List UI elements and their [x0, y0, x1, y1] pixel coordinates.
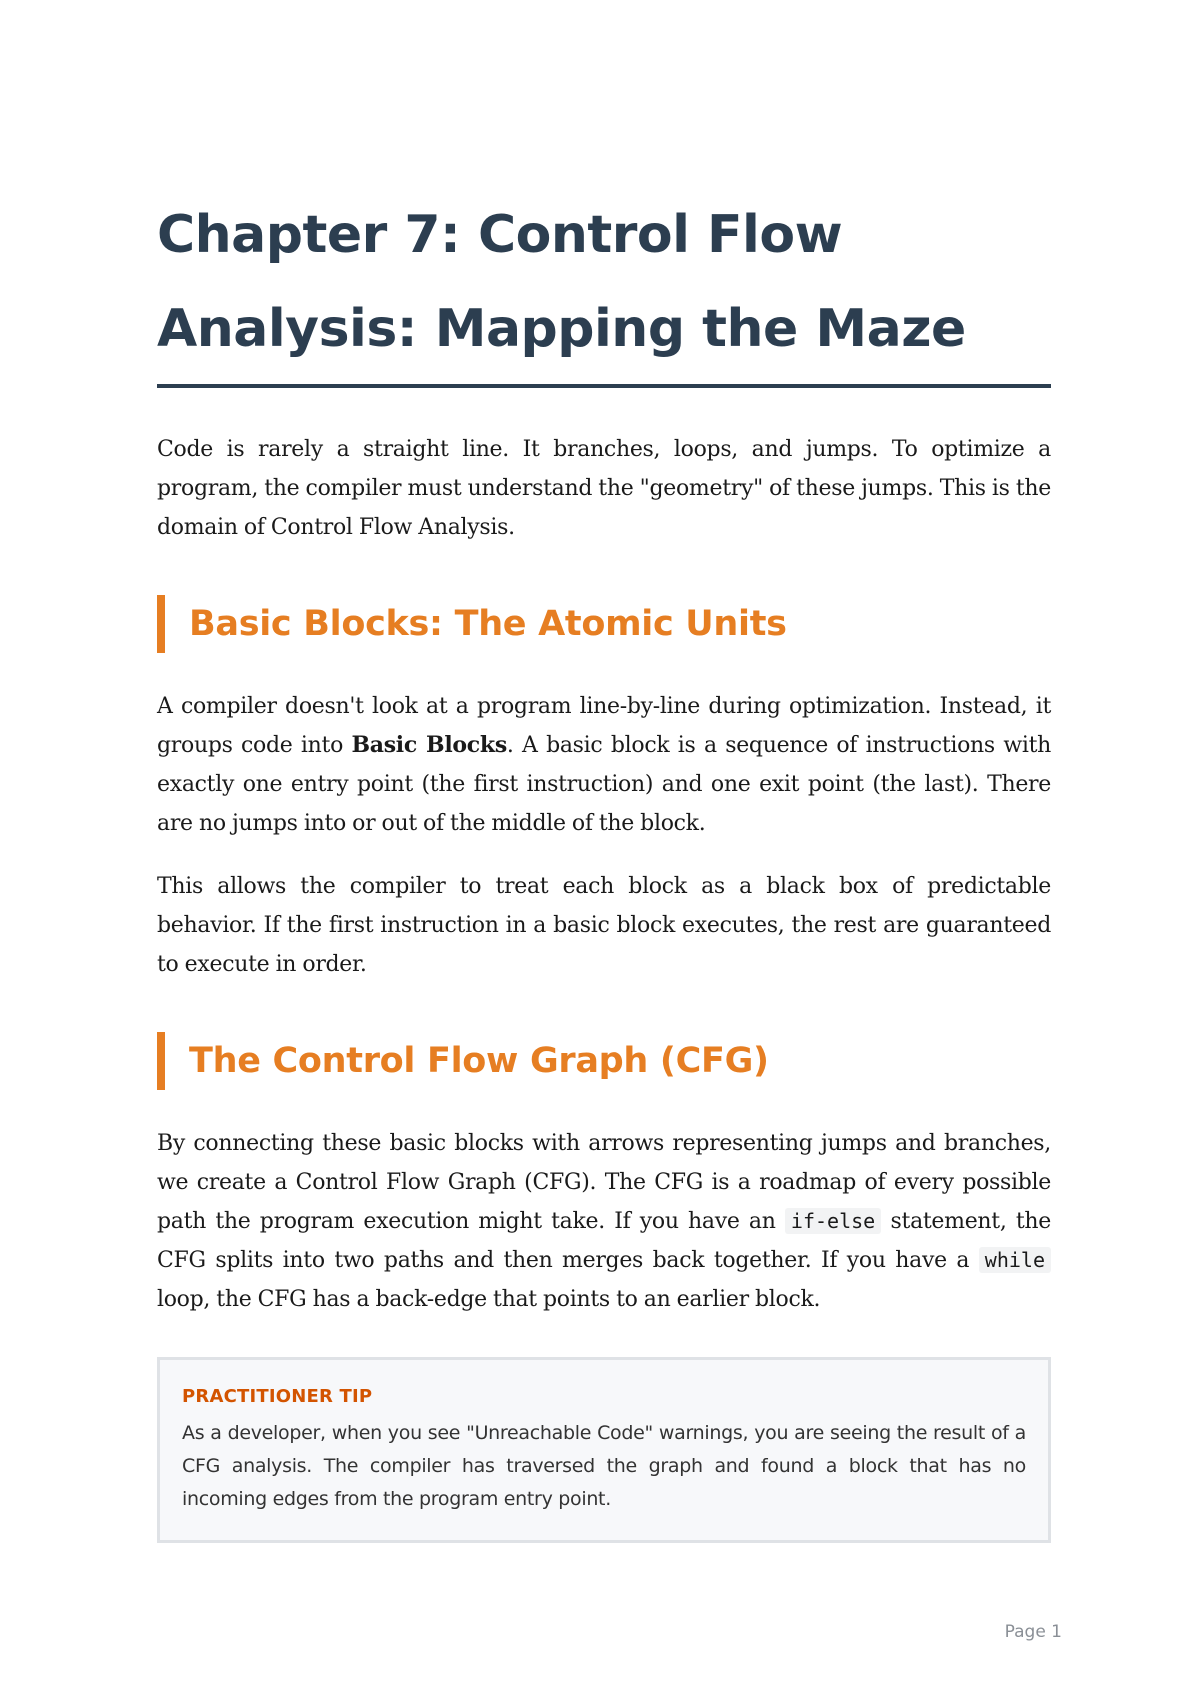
- cfg-paragraph: [157, 1124, 1051, 1319]
- section-heading-cfg: The Control Flow Graph (CFG): [157, 1032, 1051, 1090]
- inline-code-if-else: if-else: [785, 1208, 881, 1234]
- tip-label: PRACTITIONER TIP: [182, 1386, 373, 1407]
- cfg-text-part-3: loop, the CFG has a back-edge that points to an earlier block.: [157, 1287, 821, 1312]
- cfg-text-part-1: By connecting these basic blocks with arrows representing jumps and branches, we create a Control Flow Graph (CFG). The CFG is a roadmap of every possible path the program execution might take. If you have an: [157, 1131, 1051, 1234]
- chapter-title-line-1: Chapter 7: Control Flow: [157, 205, 843, 265]
- inline-code-while: while: [979, 1247, 1051, 1273]
- intro-paragraph: Code is rarely a straight line. It branches, loops, and jumps. To optimize a program, the compiler must understand the "geometry" of these jumps. This is the domain of Control Flow Analysis.: [157, 437, 1051, 540]
- basic-blocks-p1-text-before: A compiler doesn't look at a program line-by-line during optimization. Instead, it groups code into: [157, 694, 1051, 758]
- page-number: Page 1: [1004, 1622, 1062, 1642]
- page-content: [157, 188, 1051, 1543]
- basic-blocks-term: Basic Blocks: [351, 732, 507, 758]
- basic-blocks-paragraph-2: This allows the compiler to treat each block as a black box of predictable behavior. If the first instruction in a basic block executes, the rest are guaranteed to execute in order.: [157, 874, 1051, 977]
- basic-blocks-p1-text-after: . A basic block is a sequence of instructions with exactly one entry point (the first instruction) and one exit point (the last). There are no jumps into or out of the middle of the block.: [157, 733, 1052, 836]
- chapter-title-line-2: Analysis: Mapping the Maze: [157, 299, 966, 359]
- chapter-title: [157, 188, 1051, 388]
- cfg-text-part-2: statement, the CFG splits into two paths and then merges back together. If you have a: [157, 1209, 1051, 1273]
- tip-text: As a developer, when you see "Unreachable Code" warnings, you are seeing the result of a CFG analysis. The compiler has traversed the graph and found a block that has no incoming edges from the program entry point.: [182, 1422, 1026, 1510]
- basic-blocks-paragraph-1: [157, 687, 1051, 843]
- section-heading-basic-blocks: Basic Blocks: The Atomic Units: [157, 595, 1051, 653]
- practitioner-tip-box: [157, 1357, 1051, 1543]
